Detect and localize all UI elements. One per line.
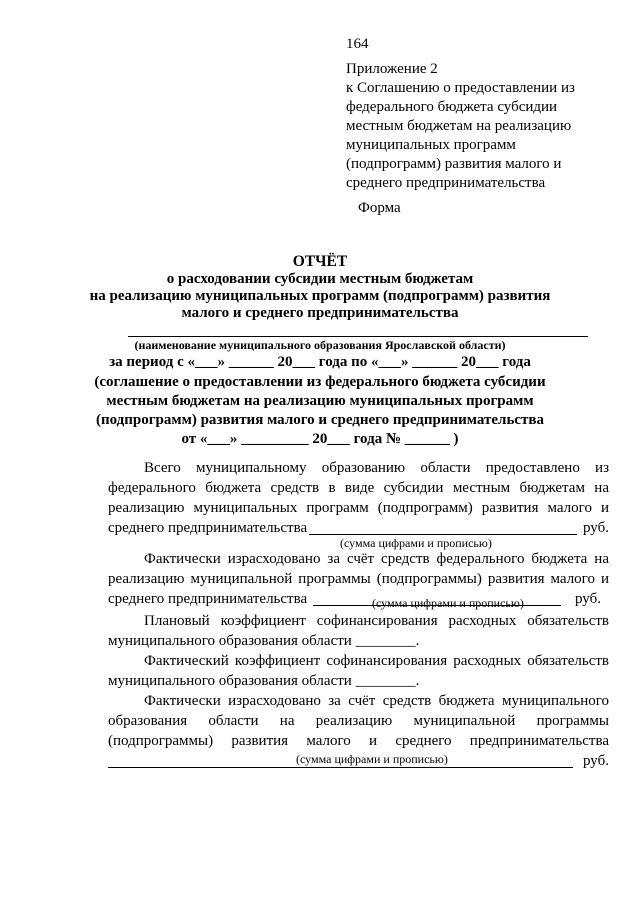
org-caption: (наименование муниципального образования Ярославской области) <box>134 338 506 352</box>
text-line: федерального бюджета средств в виде субсидии местным бюджетам на <box>108 480 609 496</box>
appendix-line: к Соглашению о предоставлении из <box>346 80 575 96</box>
paragraph-planned-coefficient <box>108 611 609 651</box>
text-line: (подпрограммы) развития малого и среднего предпринимательства <box>108 733 609 749</box>
appendix-line: федерального бюджета субсидии <box>346 99 558 115</box>
report-subtitle-line: малого и среднего предпринимательства <box>181 305 459 321</box>
text-line: реализацию муниципальных программ (подпрограмм) развития малого и <box>108 500 609 516</box>
appendix-line: среднего предпринимательства <box>346 175 546 191</box>
paragraph-subsidy-total <box>108 458 609 538</box>
agreement-line: от «___» _________ 20___ года № ______ ) <box>181 431 459 447</box>
report-subtitle-line: на реализацию муниципальных программ (подпрограмм) развития <box>89 288 551 304</box>
rub-label: руб. <box>583 520 609 536</box>
appendix-line: муниципальных программ <box>346 137 516 153</box>
paragraph-federal-spent <box>108 549 609 609</box>
rub-label: руб. <box>575 591 601 607</box>
rub-label: руб. <box>583 753 609 769</box>
text-line: среднего предпринимательства <box>108 520 308 536</box>
page-number: 164 <box>346 36 369 52</box>
form-label: Форма <box>358 200 401 216</box>
text-line: реализацию муниципальной программы (подпрограммы) развития малого и <box>108 571 609 587</box>
paragraph-actual-coefficient <box>108 651 609 691</box>
amount-line <box>108 518 609 538</box>
text-line: Плановый коэффициент софинансирования расходных обязательств <box>144 613 609 629</box>
appendix-block <box>346 60 606 193</box>
appendix-line: (подпрограмм) развития малого и <box>346 156 562 172</box>
appendix-line: местным бюджетам на реализацию <box>346 118 572 134</box>
agreement-line: (соглашение о предоставлении из федерального бюджета субсидии <box>94 374 546 390</box>
text-line: Всего муниципальному образованию области предоставлено из <box>144 460 609 476</box>
sum-caption: (сумма цифрами и прописью) <box>296 752 448 766</box>
period-line: за период с «___» ______ 20___ года по «___» ______ 20___ года <box>109 354 531 370</box>
text-line: Фактически израсходовано за счёт средств бюджета муниципального <box>144 693 609 709</box>
text-line: муниципального образования области ________. <box>108 633 420 649</box>
appendix-title: Приложение 2 <box>346 61 438 77</box>
sum-caption: (сумма цифрами и прописью) <box>340 536 492 550</box>
amount-blank <box>309 521 577 535</box>
text-line: Фактический коэффициент софинансирования расходных обязательств <box>144 653 609 669</box>
text-line: Фактически израсходовано за счёт средств федерального бюджета на <box>144 551 609 567</box>
text-line: образования области на реализацию муниципальной программы <box>108 713 609 729</box>
amount-line <box>108 589 609 609</box>
agreement-line: (подпрограмм) развития малого и среднего предпринимательства <box>95 412 545 428</box>
sum-caption: (сумма цифрами и прописью) <box>372 596 524 610</box>
text-line: среднего предпринимательства <box>108 591 308 607</box>
org-name-line <box>128 336 588 337</box>
report-title: ОТЧЁТ <box>292 253 348 270</box>
agreement-line: местным бюджетам на реализацию муниципальных программ <box>106 393 534 409</box>
text-line: муниципального образования области ________. <box>108 673 420 689</box>
report-subtitle-line: о расходовании субсидии местным бюджетам <box>166 271 474 287</box>
